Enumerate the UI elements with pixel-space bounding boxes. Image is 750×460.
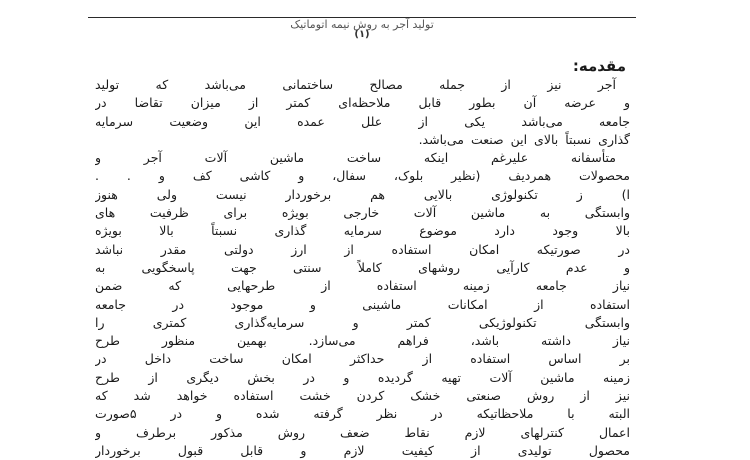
paragraph-line: بالا وجود دارد موضوع سرمایه گذاری نسبتاً بالا بویژه xyxy=(95,223,630,239)
paragraph-line: محصول تولیدی از کیفیت لازم و قابل قبول برخوردار xyxy=(95,442,630,458)
paragraph-line: در صورتیکه امکان استفاده از ارز دولتی مقدر نباشد xyxy=(95,241,630,257)
paragraph-line: وابستگی تکنولوژیکی کمتر و سرمایه‌گذاری کمتری را xyxy=(95,314,630,330)
paragraph-line: متأسفانه علیرغم اینکه ساخت ماشین آلات آجر و xyxy=(95,150,616,166)
paragraph-line: البته با ملاحظاتیکه در نظر گرفته شده و در ۵صورت xyxy=(95,406,630,422)
paragraph-line: گذاری نسبتاً بالای این صنعت می‌باشد. xyxy=(418,131,630,147)
paragraph-line: بر اساس استفاده از حداکثر امکان ساخت داخل در xyxy=(95,351,630,367)
paragraph-line: و عرضه آن بطور قابل ملاحظه‌ای کمتر از میزان تقاضا در xyxy=(95,95,630,111)
paragraph-line: اعمال کنترلهای لازم نقاط ضعف روش مذکور برطرف و xyxy=(95,424,630,440)
header-title: تولید آجر به روش نیمه اتوماتیک xyxy=(290,18,434,31)
paragraph-line: استفاده از امکانات ماشینی و موجود در جامعه xyxy=(95,296,630,312)
paragraph-line: وابستگی به ماشین آلات خارجی بویژه برای ظرفیت های xyxy=(95,205,630,221)
paragraph-line: نیاز جامعه زمینه استفاده از طرحهایی که ضمن xyxy=(95,278,630,294)
section-heading: مقدمه: xyxy=(572,57,626,75)
paragraph-line: آجر نیز از جمله مصالح ساختمانی می‌باشد که تولید xyxy=(95,77,616,92)
paragraph-line: محصولات همردیف (نظیر بلوک، سفال، و کاشی کف و . . xyxy=(95,168,630,184)
page-header xyxy=(88,17,636,39)
paragraph-line: و عدم کارآیی روشهای کاملاً سنتی جهت پاسخگویی به xyxy=(95,259,630,275)
paragraph-line: نیز از روش صنعتی خشک کردن خشت استفاده خواهد شد که xyxy=(95,388,630,404)
paragraph-line: ا) ز تکنولوژی بالایی هم برخوردار نیست ولی هنوز xyxy=(95,186,630,202)
paragraph-line: زمینه ماشین آلات تهیه گردیده و در بخش دیگری از طرح xyxy=(95,369,630,385)
document-body xyxy=(95,56,630,460)
paragraph-line: نیاز داشته باشد، فراهم می‌سازد. بهمین منظور طرح xyxy=(95,333,630,349)
paragraph-line: جامعه می‌باشد یکی از علل عمده این وضعیت سرمایه xyxy=(95,113,630,129)
page-number: (۱) xyxy=(354,29,370,40)
